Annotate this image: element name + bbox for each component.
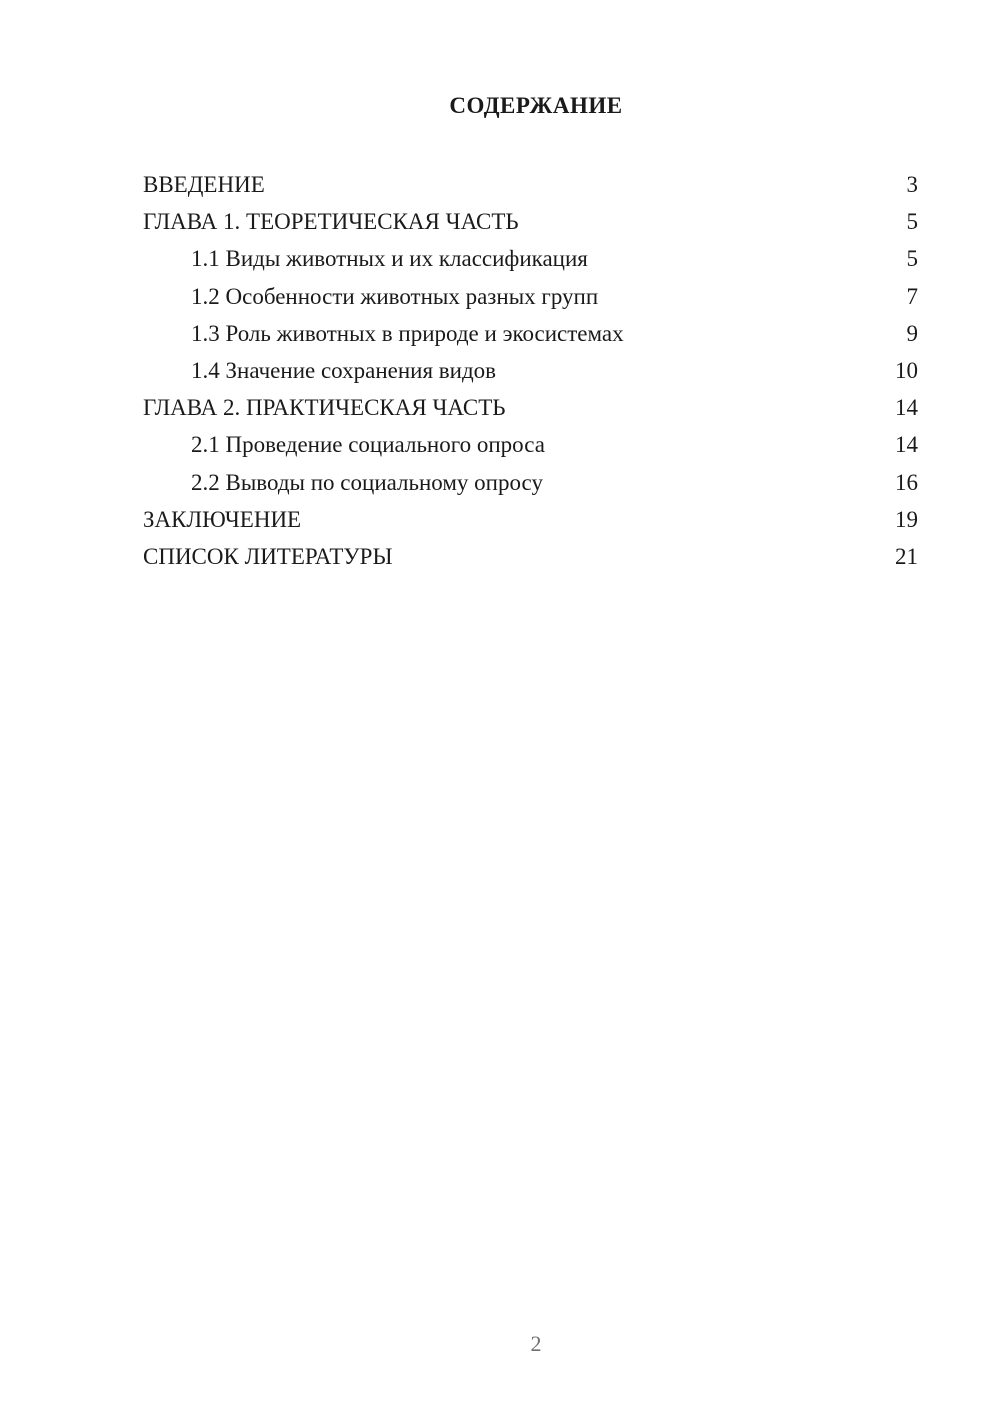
toc-entry-label: ГЛАВА 2. ПРАКТИЧЕСКАЯ ЧАСТЬ — [143, 395, 506, 421]
toc-entry-page: 14 — [895, 432, 918, 458]
toc-entry-label: 1.1 Виды животных и их классификация — [191, 246, 588, 272]
toc-entry-section-2-2[interactable] — [143, 464, 918, 501]
toc-entry-label: 1.3 Роль животных в природе и экосистемах — [191, 320, 624, 346]
toc-entry-page: 19 — [895, 506, 918, 532]
toc-entry-section-1-3[interactable] — [143, 315, 918, 352]
toc-entry-page: 9 — [906, 320, 918, 346]
toc-entry-label: 2.2 Выводы по социальному опросу — [191, 469, 543, 495]
toc-entry-page: 3 — [906, 172, 918, 197]
toc-entry-chapter-2[interactable] — [143, 389, 918, 426]
page-number: 2 — [530, 1331, 542, 1356]
toc-title: СОДЕРЖАНИЕ — [449, 93, 623, 118]
toc-entry-label: ГЛАВА 1. ТЕОРЕТИЧЕСКАЯ ЧАСТЬ — [143, 209, 519, 235]
toc-entry-page: 16 — [895, 469, 918, 495]
toc-entry-label: 2.1 Проведение социального опроса — [191, 432, 545, 458]
toc-entry-introduction[interactable] — [143, 166, 918, 203]
toc-entry-bibliography[interactable] — [143, 538, 918, 575]
toc-entry-section-2-1[interactable] — [143, 426, 918, 463]
toc-entry-label: СПИСОК ЛИТЕРАТУРЫ — [143, 543, 393, 569]
toc-entry-section-1-1[interactable] — [143, 240, 918, 277]
toc-entry-chapter-1[interactable] — [143, 203, 918, 240]
toc-entry-section-1-2[interactable] — [143, 278, 918, 315]
toc-entry-conclusion[interactable] — [143, 501, 918, 538]
toc-entry-page: 5 — [906, 209, 918, 235]
toc-entry-label: 1.4 Значение сохранения видов — [191, 357, 497, 383]
toc-entry-page: 10 — [895, 357, 918, 383]
toc-entry-page: 7 — [906, 283, 918, 309]
toc-entry-page: 14 — [895, 395, 918, 421]
toc-entry-label: ВВЕДЕНИЕ — [143, 172, 265, 197]
toc-entry-label: 1.2 Особенности животных разных групп — [191, 283, 599, 309]
toc-entry-page: 21 — [895, 543, 918, 569]
toc-entry-section-1-4[interactable] — [143, 352, 918, 389]
table-of-contents — [143, 166, 918, 575]
toc-entry-label: ЗАКЛЮЧЕНИЕ — [143, 506, 302, 532]
toc-entry-page: 5 — [906, 246, 918, 272]
